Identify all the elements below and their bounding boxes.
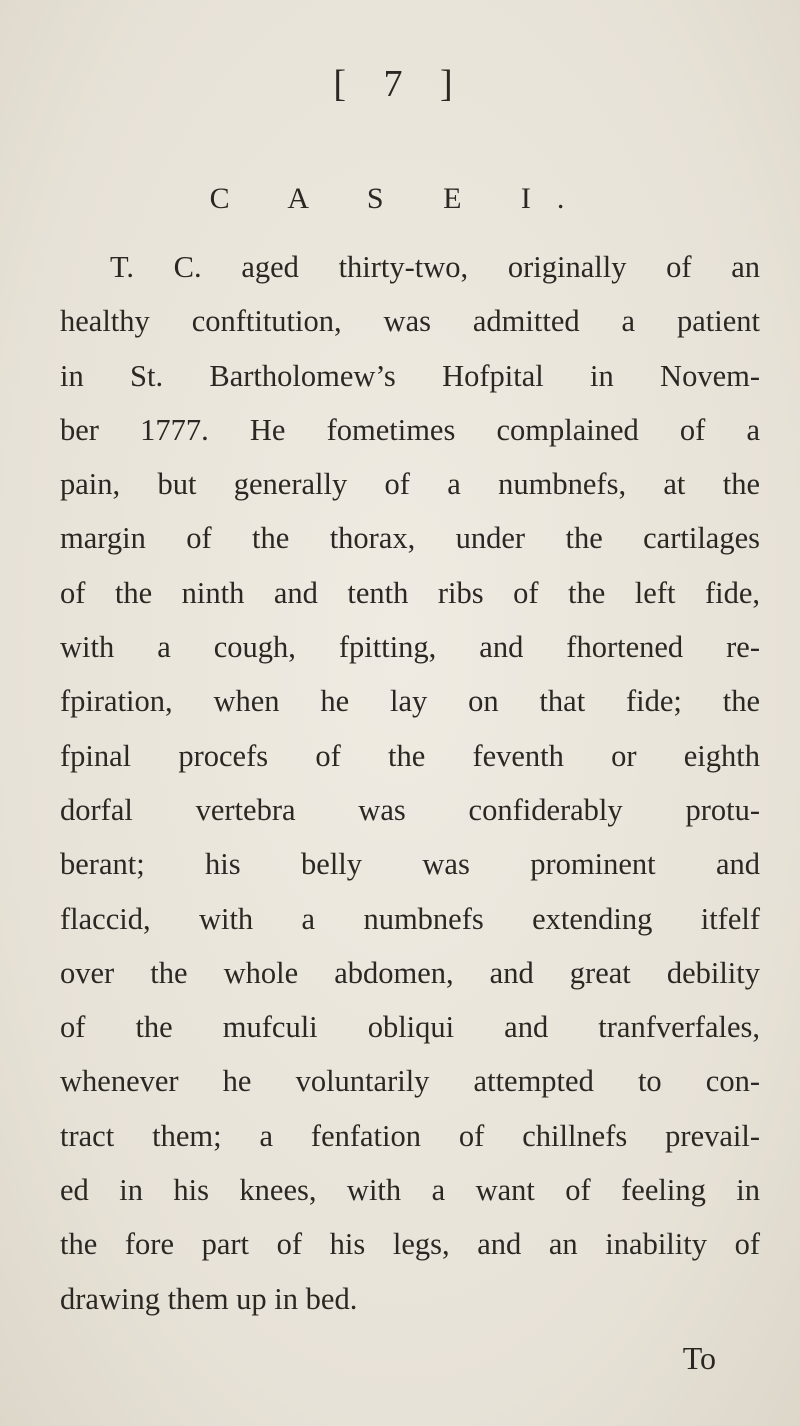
text-line: pain, but generally of a numbnefs, at the — [60, 467, 760, 502]
text-line: tract them; a fenfation of chillnefs prevail- — [60, 1118, 760, 1153]
text-line: healthy conftitution, was admitted a patient — [60, 304, 760, 339]
text-line: of the mufculi obliqui and tranfverfales, — [60, 1010, 760, 1045]
catchword: To — [682, 1340, 716, 1376]
text-line: berant; his belly was prominent and — [60, 847, 760, 882]
text-line: fpiration, when he lay on that fide; the — [60, 684, 760, 719]
text-line: T. C. aged thirty-two, originally of an — [110, 250, 760, 284]
text-line: ed in his knees, with a want of feeling in — [60, 1173, 760, 1208]
page-number: [ 7 ] — [333, 63, 467, 105]
text-line: dorfal vertebra was confiderably protu- — [60, 792, 760, 827]
text-line: flaccid, with a numbnefs extending itfelf — [60, 901, 760, 936]
text-line: in St. Bartholomew’s Hofpital in Novem- — [60, 358, 760, 393]
body-paragraph — [60, 240, 760, 1326]
text-line: of the ninth and tenth ribs of the left fide, — [60, 575, 760, 610]
text-line: whenever he voluntarily attempted to con- — [60, 1064, 760, 1099]
text-line: fpinal procefs of the feventh or eighth — [60, 738, 760, 773]
text-line: ber 1777. He fometimes complained of a — [60, 412, 760, 447]
text-line: margin of the thorax, under the cartilages — [60, 521, 760, 556]
case-heading: C A S E I. — [209, 182, 591, 215]
text-line: with a cough, fpitting, and fhortened re- — [60, 630, 760, 665]
text-line: over the whole abdomen, and great debility — [60, 955, 760, 990]
text-line: drawing them up in bed. — [60, 1281, 358, 1316]
text-line: the fore part of his legs, and an inability of — [60, 1227, 760, 1262]
